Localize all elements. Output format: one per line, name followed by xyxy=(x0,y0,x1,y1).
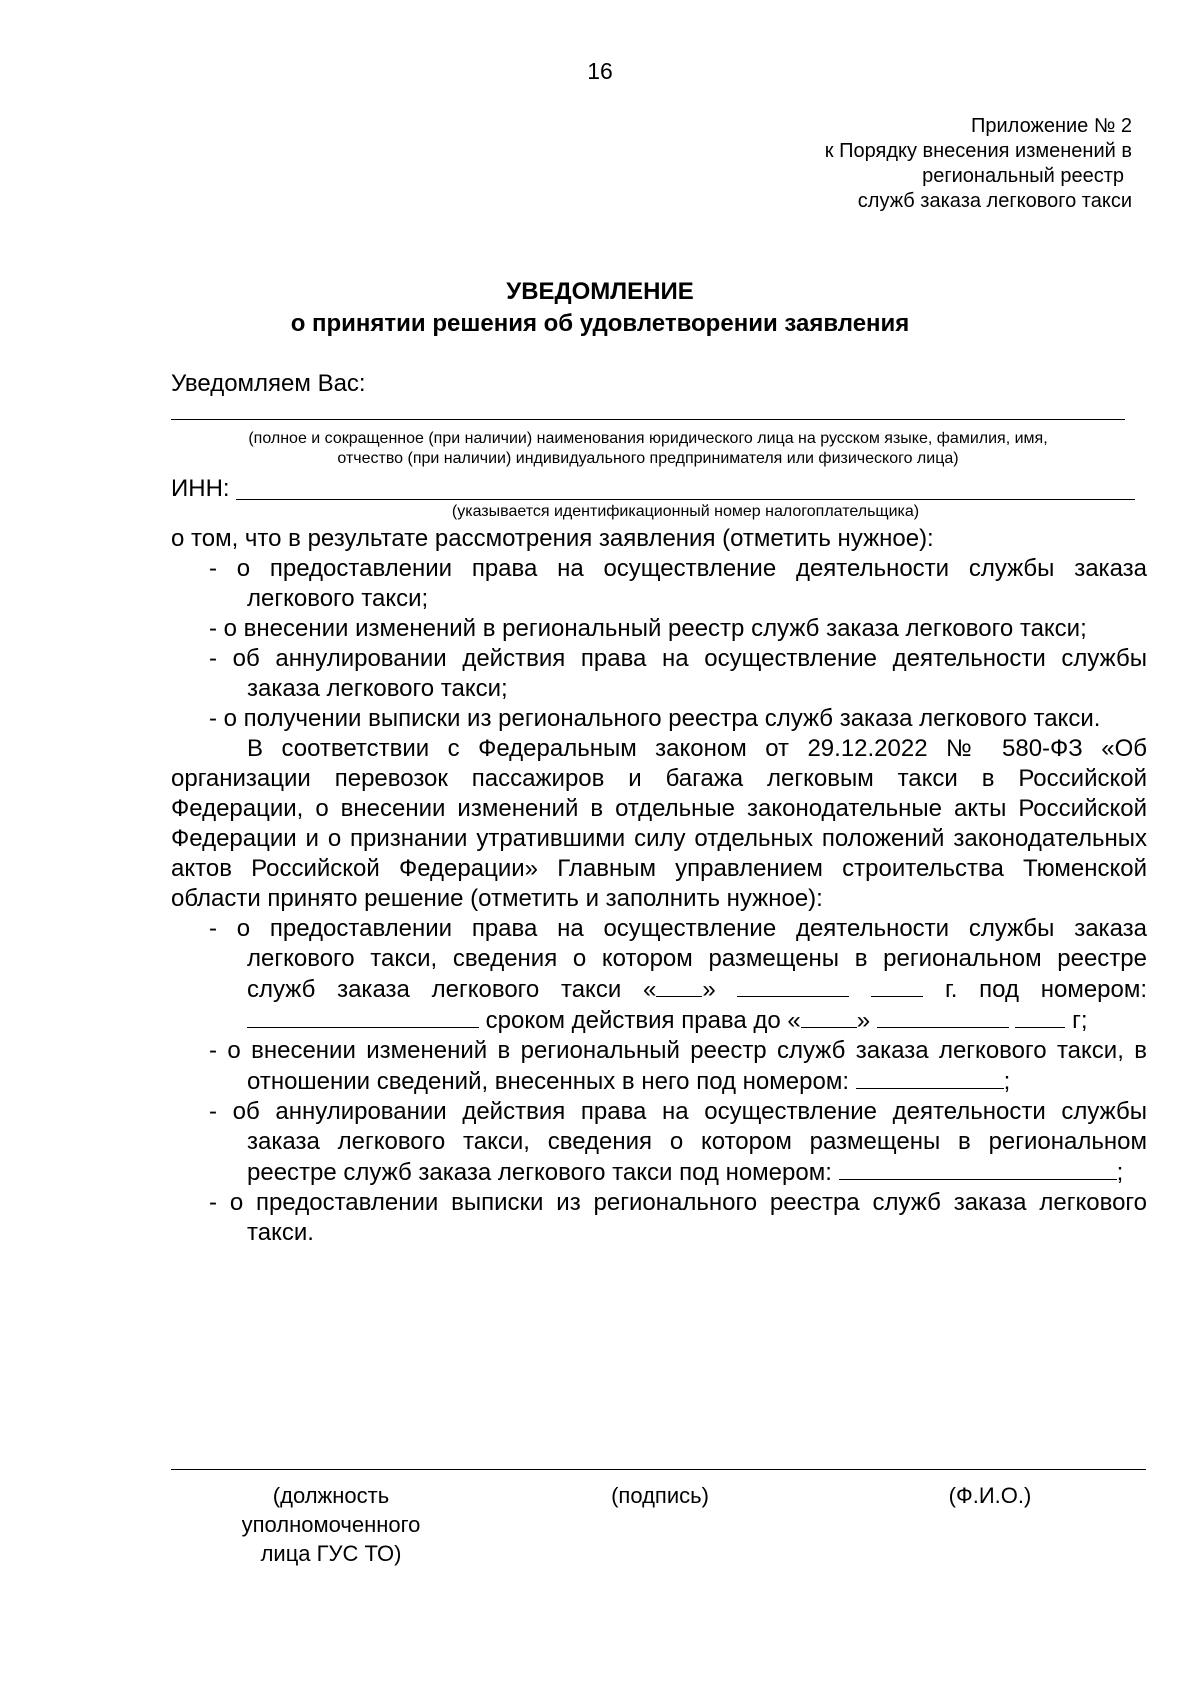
inn-blank-line xyxy=(236,499,1135,500)
name-hint-line-1: (полное и сокращенное (при наличии) наименования юридического лица на русском языке, фамилия, имя, xyxy=(248,430,1048,447)
list2-item-3-text: - об аннулировании действия права на осуществление деятельности службы заказа легкового такси, сведения о котором размещены в региональном реестре служб заказа легкового такси под номером: xyxy=(209,1098,1147,1186)
appendix-line-4: служб заказа легкового такси xyxy=(857,190,1132,212)
signature-sign: (подпись) xyxy=(611,1483,709,1508)
appendix-line-3: региональный реестр xyxy=(922,165,1124,187)
list1-item-2: - о внесении изменений в региональный реестр служб заказа легкового такси; xyxy=(209,615,1087,642)
validity-month-blank xyxy=(877,1005,1009,1028)
inn-label: ИНН: xyxy=(171,475,230,502)
appendix-line-1: Приложение № 2 xyxy=(971,115,1132,137)
validity-day-blank xyxy=(801,1005,857,1028)
name-hint xyxy=(171,429,1125,469)
name-blank-line xyxy=(171,419,1125,420)
document-title: УВЕДОМЛЕНИЕ xyxy=(506,278,694,305)
list2-item-1-text-b: » xyxy=(702,976,716,1003)
list2-item-1-text-c: г. под номером: xyxy=(944,976,1148,1003)
list1-item-1: - о предоставлении права на осуществление деятельности службы заказа легкового такси; xyxy=(209,555,1147,612)
registry-number-blank xyxy=(247,1005,479,1028)
document-subtitle: о принятии решения об удовлетворении заявления xyxy=(290,310,910,337)
validity-year-blank xyxy=(1015,1005,1065,1028)
month-blank xyxy=(737,974,849,997)
list2-item-1-text-d: сроком действия права до « xyxy=(485,1007,801,1034)
list2-item-1 xyxy=(171,914,1147,1036)
list2-item-1-text-f: г; xyxy=(1072,1007,1088,1034)
list2-item-4: - о предоставлении выписки из регионального реестра служб заказа легкового такси. xyxy=(209,1189,1147,1246)
list1-item-4: - о получении выписки из регионального реестра служб заказа легкового такси. xyxy=(209,705,1101,732)
decision-paragraph: В соответствии с Федеральным законом от 29.12.2022 № 580-ФЗ «Об организации перевозок пассажиров и багажа легковым такси в Российской Федерации, о внесении изменений в отдельные законодательные акты Российской Федерации и о признании утратившими силу отдельных положений законодательных актов Российской Федерации» Главным управлением строительства Тюменской области принято решение (отметить и заполнить нужное): xyxy=(171,735,1147,912)
notify-label: Уведомляем Вас: xyxy=(171,370,366,397)
main-text xyxy=(171,524,1147,1248)
list2-item-3-end: ; xyxy=(1116,1159,1124,1186)
appendix-line-2: к Порядку внесения изменений в xyxy=(824,140,1132,162)
year-blank xyxy=(871,974,923,997)
intro-line: о том, что в результате рассмотрения заявления (отметить нужное): xyxy=(171,525,934,552)
appendix-header xyxy=(825,114,1132,214)
signature-position-line-2: уполномоченного xyxy=(241,1512,421,1537)
name-hint-line-2: отчество (при наличии) индивидуального предпринимателя или физического лица) xyxy=(337,450,959,467)
list2-item-2-text: - о внесении изменений в региональный реестр служб заказа легкового такси, в отношении сведений, внесенных в него под номером: xyxy=(209,1037,1147,1095)
signature-fio: (Ф.И.О.) xyxy=(948,1483,1032,1508)
change-number-blank xyxy=(856,1066,1004,1089)
list2-item-3 xyxy=(171,1097,1147,1188)
signature-line xyxy=(171,1469,1146,1470)
signature-position-line-3: лица ГУС ТО) xyxy=(260,1541,402,1566)
list2-item-1-text-e: » xyxy=(856,1007,871,1034)
list1-item-3: - об аннулировании действия права на осуществление деятельности службы заказа легкового такси; xyxy=(209,645,1147,702)
annul-number-blank xyxy=(839,1157,1117,1180)
signature-position xyxy=(216,1481,446,1568)
list2-item-2-end: ; xyxy=(1003,1068,1011,1095)
page-number: 16 xyxy=(587,58,613,84)
inn-hint: (указывается идентификационный номер налогоплательщика) xyxy=(451,503,920,520)
signature-position-line-1: (должность xyxy=(272,1483,390,1508)
list2-item-2 xyxy=(171,1036,1147,1097)
list2-item-1-text-a: - о предоставлении права на осуществление деятельности службы заказа легкового такси, сведения о котором размещены в региональном реестре служб заказа легкового такси « xyxy=(209,915,1147,1003)
day-blank xyxy=(656,974,702,997)
